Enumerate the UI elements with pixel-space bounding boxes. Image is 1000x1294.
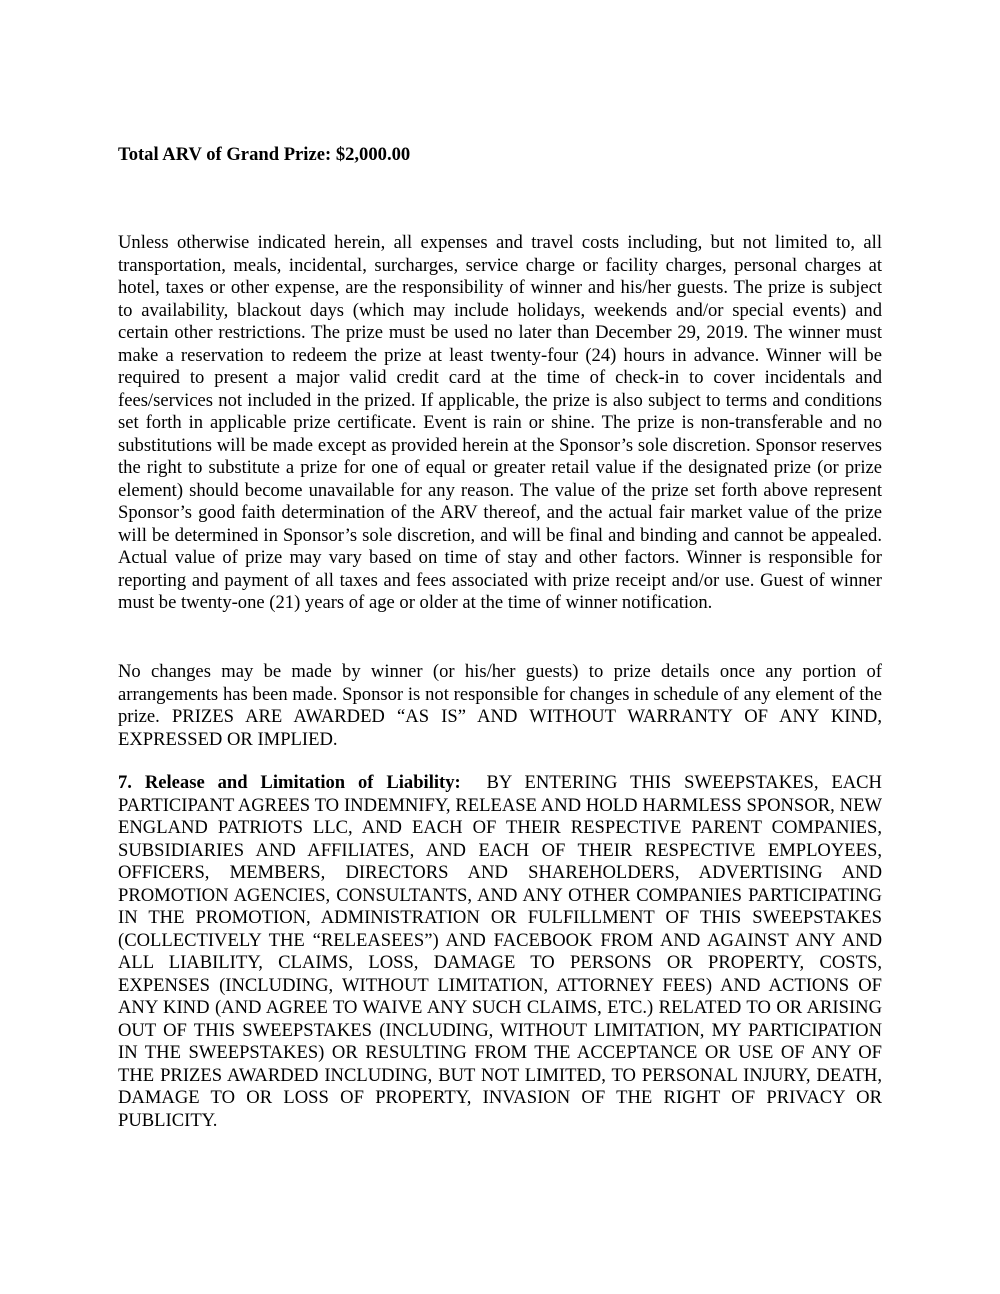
grand-prize-arv-heading: Total ARV of Grand Prize: $2,000.00: [118, 144, 411, 165]
expenses-paragraph: Unless otherwise indicated herein, all expenses and travel costs including, but not limited to, all transportation, meals, incidental, surcharges, service charge or facility charges, personal charges at hotel, taxes or other expense, are the responsibility of winner and his/her guests. The prize is subject to availability, blackout days (which may include holidays, weekends and/or special events) and certain other restrictions. The prize must be used no later than December 29, 2019. The winner must make a reservation to redeem the prize at least twenty-four (24) hours in advance. Winner will be required to present a major valid credit card at the time of check-in to cover incidentals and fees/services not included in the prized. If applicable, the prize is also subject to terms and conditions set forth in applicable prize certificate. Event is rain or shine. The prize is non-transferable and no substitutions will be made except as provided herein at the Sponsor’s sole discretion. Sponsor reserves the right to substitute a prize for one of equal or greater retail value if the designated prize (or prize element) should become unavailable for any reason. The value of the prize set forth above represent Sponsor’s good faith determination of the ARV thereof, and the actual fair market value of the prize will be determined in Sponsor’s sole discretion, and will be final and binding and cannot be appealed. Actual value of prize may vary based on time of stay and other factors. Winner is responsible for reporting and payment of all taxes and fees associated with prize receipt and/or use. Guest of winner must be twenty-one (21) years of age or older at the time of winner notification.: [118, 232, 882, 613]
release-liability-text: BY ENTERING THIS SWEEPSTAKES, EACH PARTICIPANT AGREES TO INDEMNIFY, RELEASE AND HOLD HARMLESS SPONSOR, NEW ENGLAND PATRIOTS LLC, AND EACH OF THEIR RESPECTIVE PARENT COMPANIES, SUBSIDIARIES AND AFFILIATES, AND EACH OF THEIR RESPECTIVE EMPLOYEES, OFFICERS, MEMBERS, DIRECTORS AND SHAREHOLDERS, ADVERTISING AND PROMOTION AGENCIES, CONSULTANTS, AND ANY OTHER COMPANIES PARTICIPATING IN THE PROMOTION, ADMINISTRATION OR FULFILLMENT OF THIS SWEEPSTAKES (COLLECTIVELY THE “RELEASEES”) AND FACEBOOK FROM AND AGAINST ANY AND ALL LIABILITY, CLAIMS, LOSS, DAMAGE TO PERSONS OR PROPERTY, COSTS, EXPENSES (INCLUDING, WITHOUT LIMITATION, ATTORNEY FEES) AND ACTIONS OF ANY KIND (AND AGREE TO WAIVE ANY SUCH CLAIMS, ETC.) RELATED TO OR ARISING OUT OF THIS SWEEPSTAKES (INCLUDING, WITHOUT LIMITATION, MY PARTICIPATION IN THE SWEEPSTAKES) OR RESULTING FROM THE ACCEPTANCE OR USE OF ANY OF THE PRIZES AWARDED INCLUDING, BUT NOT LIMITED, TO PERSONAL INJURY, DEATH, DAMAGE TO OR LOSS OF PROPERTY, INVASION OF THE RIGHT OF PRIVACY OR PUBLICITY.: [118, 772, 882, 1131]
release-liability-section: [118, 772, 882, 1132]
prize-changes-paragraph: No changes may be made by winner (or his/her guests) to prize details once any portion of arrangements has been made. Sponsor is not responsible for changes in schedule of any element of the prize. PRIZES ARE AWARDED “AS IS” AND WITHOUT WARRANTY OF ANY KIND, EXPRESSED OR IMPLIED.: [118, 661, 882, 750]
section-7-heading: 7. Release and Limitation of Liability:: [118, 772, 461, 793]
